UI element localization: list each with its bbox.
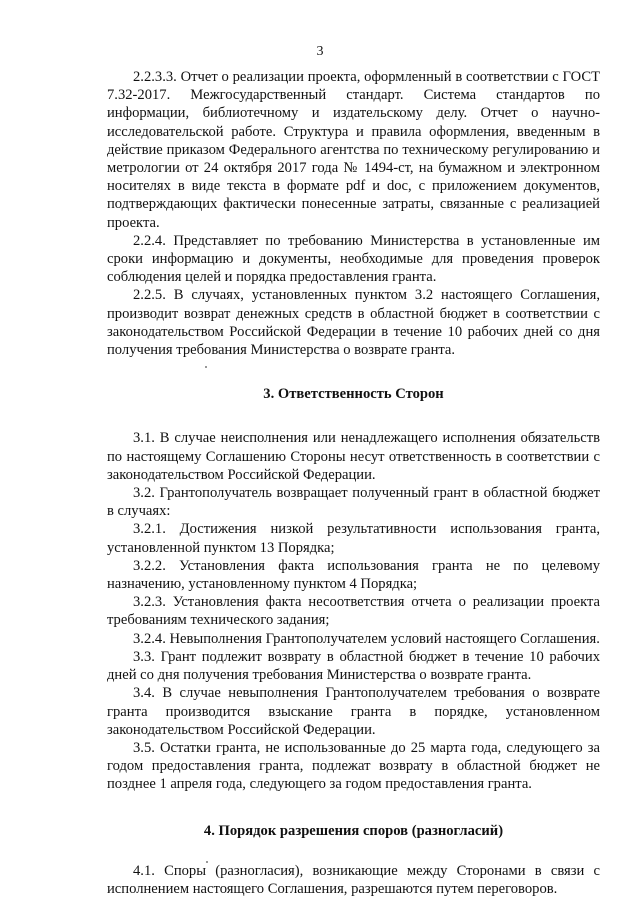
paragraph-3-5: 3.5. Остатки гранта, не использованные до 25 марта года, следующего за годом предоставления гранта, подлежат возврату в областной бюджет не позднее 1 апреля года, следующего за годом предоставления гранта. xyxy=(107,739,600,793)
paragraph-4-1: 4.1. Споры (разногласия), возникающие между Сторонами в связи с исполнением настоящего Соглашения, разрешаются путем переговоров. xyxy=(107,862,600,897)
section-4-heading: 4. Порядок разрешения споров (разногласий) xyxy=(203,822,504,839)
paragraph-2-2-3-3: 2.2.3.3. Отчет о реализации проекта, оформленный в соответствии с ГОСТ 7.32-2017. Межгосударственный стандарт. Система стандартов по информации, библиотечному и издательскому делу. Отчет о научно-исследовательской работе. Структура и правила оформления, введенным в действие приказом Федерального агентства по техническому регулированию и метрологии от 24 октября 2017 года № 1494-ст, на бумажном и электронном носителях в виде текста в формате pdf и doc, с приложением документов, подтверждающих фактически понесенные затраты, связанные с реализацией проекта. xyxy=(107,69,600,231)
paragraph-3-2-4: 3.2.4. Невыполнения Грантополучателем условий настоящего Соглашения. xyxy=(133,630,600,647)
paragraph-3-3: 3.3. Грант подлежит возврату в областной бюджет в течение 10 рабочих дней со дня получения требования Министерства о возврате гранта. xyxy=(107,648,600,684)
scan-speck xyxy=(206,861,208,863)
paragraph-3-2-2: 3.2.2. Установления факта использования гранта не по целевому назначению, установленному пунктом 4 Порядка; xyxy=(107,557,600,593)
paragraph-3-1: 3.1. В случае неисполнения или ненадлежащего исполнения обязательств по настоящему Соглашению Стороны несут ответственность в соответствии с законодательством Российской Федерации. xyxy=(107,430,600,483)
paragraph-3-2-1: 3.2.1. Достижения низкой результативности использования гранта, установленной пунктом 13 Порядка; xyxy=(107,521,600,556)
paragraph-3-2-3: 3.2.3. Установления факта несоответствия отчета о реализации проекта требованиям технического задания; xyxy=(107,594,600,629)
paragraph-2-2-4: 2.2.4. Представляет по требованию Министерства в установленные им сроки информацию и документы, необходимые для проведения проверок соблюдения целей и порядка предоставления гранта. xyxy=(107,232,600,286)
scan-speck xyxy=(205,366,207,368)
paragraph-3-2: 3.2. Грантополучатель возвращает полученный грант в областной бюджет в случаях: xyxy=(107,485,600,520)
section-3-heading: 3. Ответственность Сторон xyxy=(263,386,444,403)
document-body xyxy=(107,68,600,898)
paragraph-3-4: 3.4. В случае невыполнения Грантополучателем требования о возврате гранта производится взыскание гранта в порядке, установленном законодательством Российской Федерации. xyxy=(107,685,600,738)
paragraph-2-2-5: 2.2.5. В случаях, установленных пунктом 3.2 настоящего Соглашения, производит возврат денежных средств в областной бюджет в соответствии с законодательством Российской Федерации в течение 10 рабочих дней со дня получения требования Министерства о возврате гранта. xyxy=(107,287,600,359)
page-number: 3 xyxy=(316,44,324,59)
